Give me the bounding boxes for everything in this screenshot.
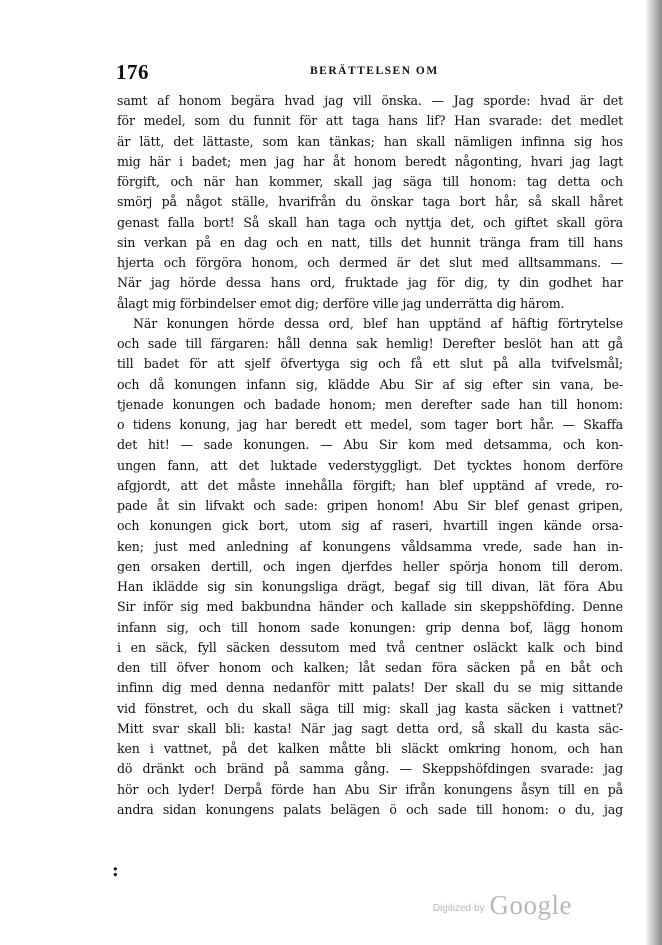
text-line: vid fönstret, och du skall säga till mig: skall jag kasta säcken i vattnet? — [117, 700, 623, 716]
page-header — [110, 60, 622, 84]
text-line: afgjordt, att det måste innehålla förgift; han blef upptänd af vrede, ro- — [117, 477, 623, 493]
text-line: smörj på något ställe, hvarifrån du önskar taga bort hår, så skall håret — [117, 194, 623, 210]
text-line: är lätt, det lättaste, som kan tänkas; han skall nämligen infinna sig hos — [117, 133, 623, 149]
text-line: infann sig, och till honom sade konungen: grip denna bof, lägg honom — [117, 619, 623, 635]
watermark-prefix: Digitized by — [432, 903, 485, 914]
text-line: Sir inför sig med bakbundna händer och kallade sin skeppshöfding. Denne — [117, 599, 623, 615]
text-line: förgift, och när han kommer, skall jag säga till honom: tag detta och — [117, 174, 623, 189]
text-line: gen orsaken dertill, och ingen djerfdes heller spörja honom till derom. — [117, 558, 623, 574]
text-line: När jag hörde dessa hans ord, fruktade jag för dig, ty din godhet har — [117, 275, 623, 291]
text-line: till badet för att sjelf öfvertyga sig och få ett slut på alla tvifvelsmål; — [117, 356, 623, 372]
text-line: och sade till färgaren: håll denna sak hemlig! Derefter beslöt han att gå — [117, 336, 623, 351]
google-logo: Google — [489, 890, 572, 920]
text-line: och då konungen infann sig, klädde Abu Sir af sig efter sin vana, be- — [117, 376, 623, 392]
text-line: hör och lyder! Derpå förde han Abu Sir ifrån konungens åsyn till en på — [117, 781, 623, 797]
text-line: och konungen gick bort, utom sig af raseri, hvartill ingen kände orsa- — [117, 518, 623, 534]
digitized-by-google-watermark — [433, 886, 572, 920]
text-line: sin verkan på en dag och en natt, tills det hunnit tränga fram till hans — [117, 234, 623, 250]
margin-mark: : — [112, 860, 119, 881]
text-line: ungen fann, att det luktade vederstyggligt. Det tycktes honom derföre — [117, 457, 623, 473]
text-line: Han iklädde sig sin konungsliga drägt, begaf sig till divan, lät föra Abu — [117, 579, 623, 594]
text-line: det hit! — sade konungen. — Abu Sir kom med detsamma, och kon- — [117, 437, 623, 453]
text-line: andra sidan konungens palats belägen ö och sade till honom: o du, jag — [117, 801, 623, 817]
text-line: ålagt mig förbindelser emot dig; derföre ville jag underrätta dig härom. — [117, 295, 565, 311]
page-number: 176 — [116, 60, 149, 84]
text-line: Mitt svar skall bli: kasta! När jag sagt detta ord, så skall du kasta säc- — [117, 720, 623, 736]
text-line: tjenade konungen och badade honom; men derefter sade han till honom: — [117, 396, 623, 412]
text-line: ken; just med anledning af konungens våldsamma vrede, sade han in- — [117, 538, 623, 554]
text-line: för medel, som du funnit för att taga hans lif? Han svarade: det medlet — [117, 113, 623, 129]
body-text — [117, 91, 623, 820]
text-line: den till öfver honom och kalken; låt sedan föra säcken på en båt och — [117, 660, 623, 675]
text-line: När konungen hörde dessa ord, blef han upptänd af häftig förtrytelse — [133, 315, 623, 331]
text-line: infinn dig med denna nedanför mitt palats! Der skall du se mig sittande — [117, 680, 623, 696]
text-line: genast falla bort! Så skall han taga och nyttja det, och giftet skall göra — [117, 214, 623, 230]
text-line: o tidens konung, jag har beredt ett medel, som tager bort hår. — Skaffa — [117, 417, 623, 432]
page-edge-shadow — [646, 0, 662, 945]
text-line: hjerta och förgöra honom, och dermed är det slut med alltsammans. — — [117, 255, 623, 270]
text-line: samt af honom begära hvad jag vill önska. — Jag sporde: hvad är det — [117, 93, 623, 108]
text-line: mig här i badet; men jag har åt honom beredt någonting, hvari jag lagt — [117, 153, 623, 169]
text-line: i en säck, fyll säcken dessutom med två centner osläckt kalk och bind — [117, 639, 623, 655]
text-line: pade åt sin lifvakt och sade: gripen honom! Abu Sir blef genast gripen, — [117, 498, 623, 513]
running-head: BERÄTTELSEN OM — [310, 65, 439, 77]
text-line: ken i vattnet, på det kalken måtte bli släckt omkring honom, och han — [117, 741, 623, 756]
text-line: dö dränkt och bränd på samma gång. — Skeppshöfdingen svarade: jag — [117, 761, 623, 777]
